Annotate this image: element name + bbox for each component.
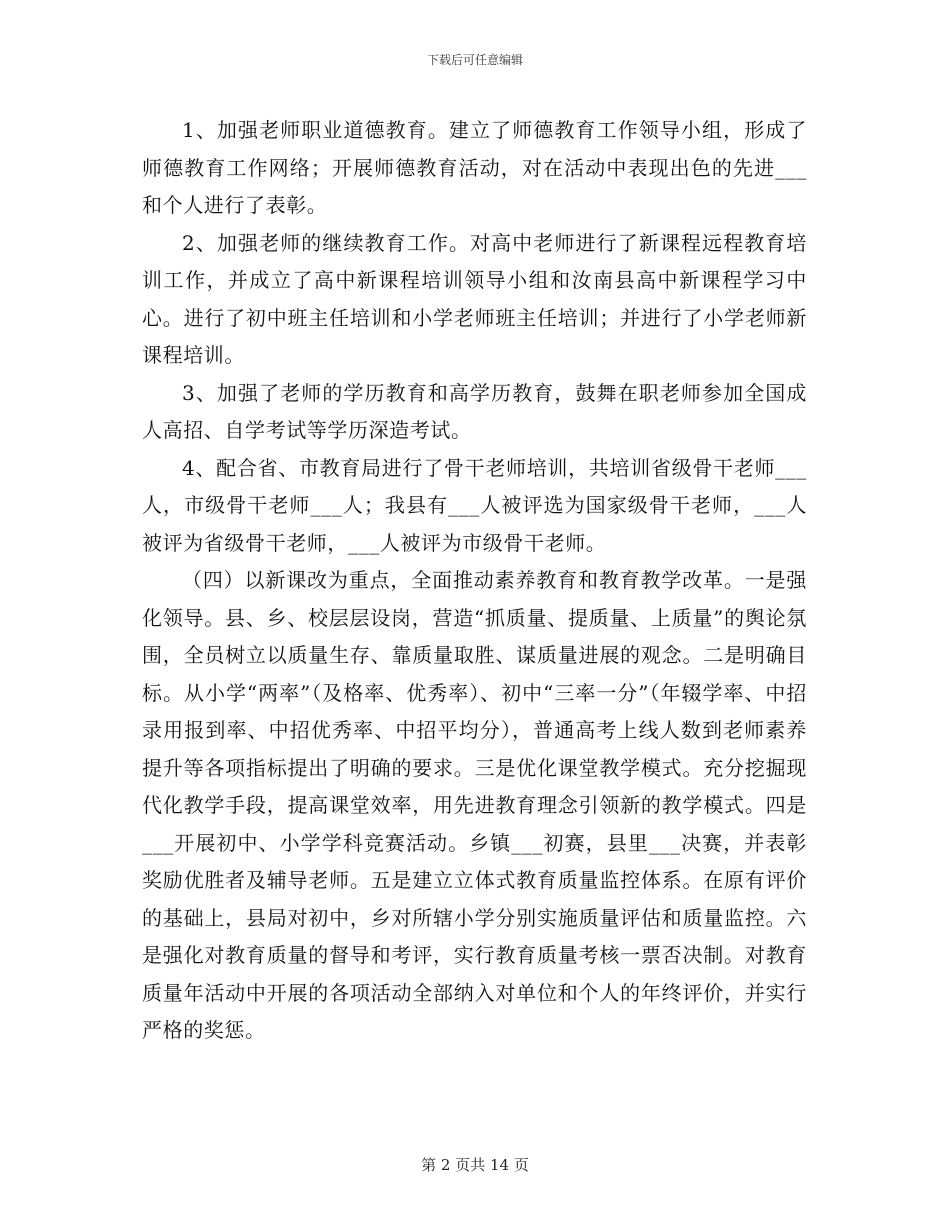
- paragraph-2: 2、加强老师的继续教育工作。对高中老师进行了新课程远程教育培训工作，并成立了高中新课程培训领导小组和汝南县高中新课程学习中心。进行了初中班主任培训和小学老师班主任培训；并进行了小学老师新课程培训。: [142, 230, 807, 367]
- paragraph-1: 1、加强老师职业道德教育。建立了师德教育工作领导小组，形成了师德教育工作网络；开展师德教育活动，对在活动中表现出色的先进___和个人进行了表彰。: [142, 118, 807, 217]
- paragraph-5: （四）以新课改为重点，全面推动素养教育和教育教学改革。一是强化领导。县、乡、校层层设岗，营造“抓质量、提质量、上质量”的舆论氛围，全员树立以质量生存、靠质量取胜、谋质量进展的观念。二是明确目标。从小学“两率”（及格率、优秀率）、初中“三率一分”（年辍学率、中招录用报到率、中招优秀率、中招平均分），普通高考上线人数到老师素养提升等各项指标提出了明确的要求。三是优化课堂教学模式。充分挖掘现代化教学手段，提高课堂效率，用先进教育理念引领新的教学模式。四是___开展初中、小学学科竞赛活动。乡镇___初赛，县里___决赛，并表彰奖励优胜者及辅导老师。五是建立立体式教育质量监控体系。在原有评价的基础上，县局对初中，乡对所辖小学分别实施质量评估和质量监控。六是强化对教育质量的督导和考评，实行教育质量考核一票否决制。对教育质量年活动中开展的各项活动全部纳入对单位和个人的年终评价，并实行严格的奖惩。: [142, 568, 807, 1042]
- document-body: [142, 112, 807, 1050]
- paragraph-4: 4、配合省、市教育局进行了骨干老师培训，共培训省级骨干老师___人，市级骨干老师___人；我县有___人被评选为国家级骨干老师，___人被评为省级骨干老师，___人被评为市级骨干老师。: [142, 455, 807, 555]
- page-header: 下载后可任意编辑: [426, 53, 523, 67]
- paragraph-3: 3、加强了老师的学历教育和高学历教育，鼓舞在职老师参加全国成人高招、自学考试等学历深造考试。: [142, 380, 807, 442]
- page-footer: 第 2 页共 14 页: [421, 1156, 529, 1174]
